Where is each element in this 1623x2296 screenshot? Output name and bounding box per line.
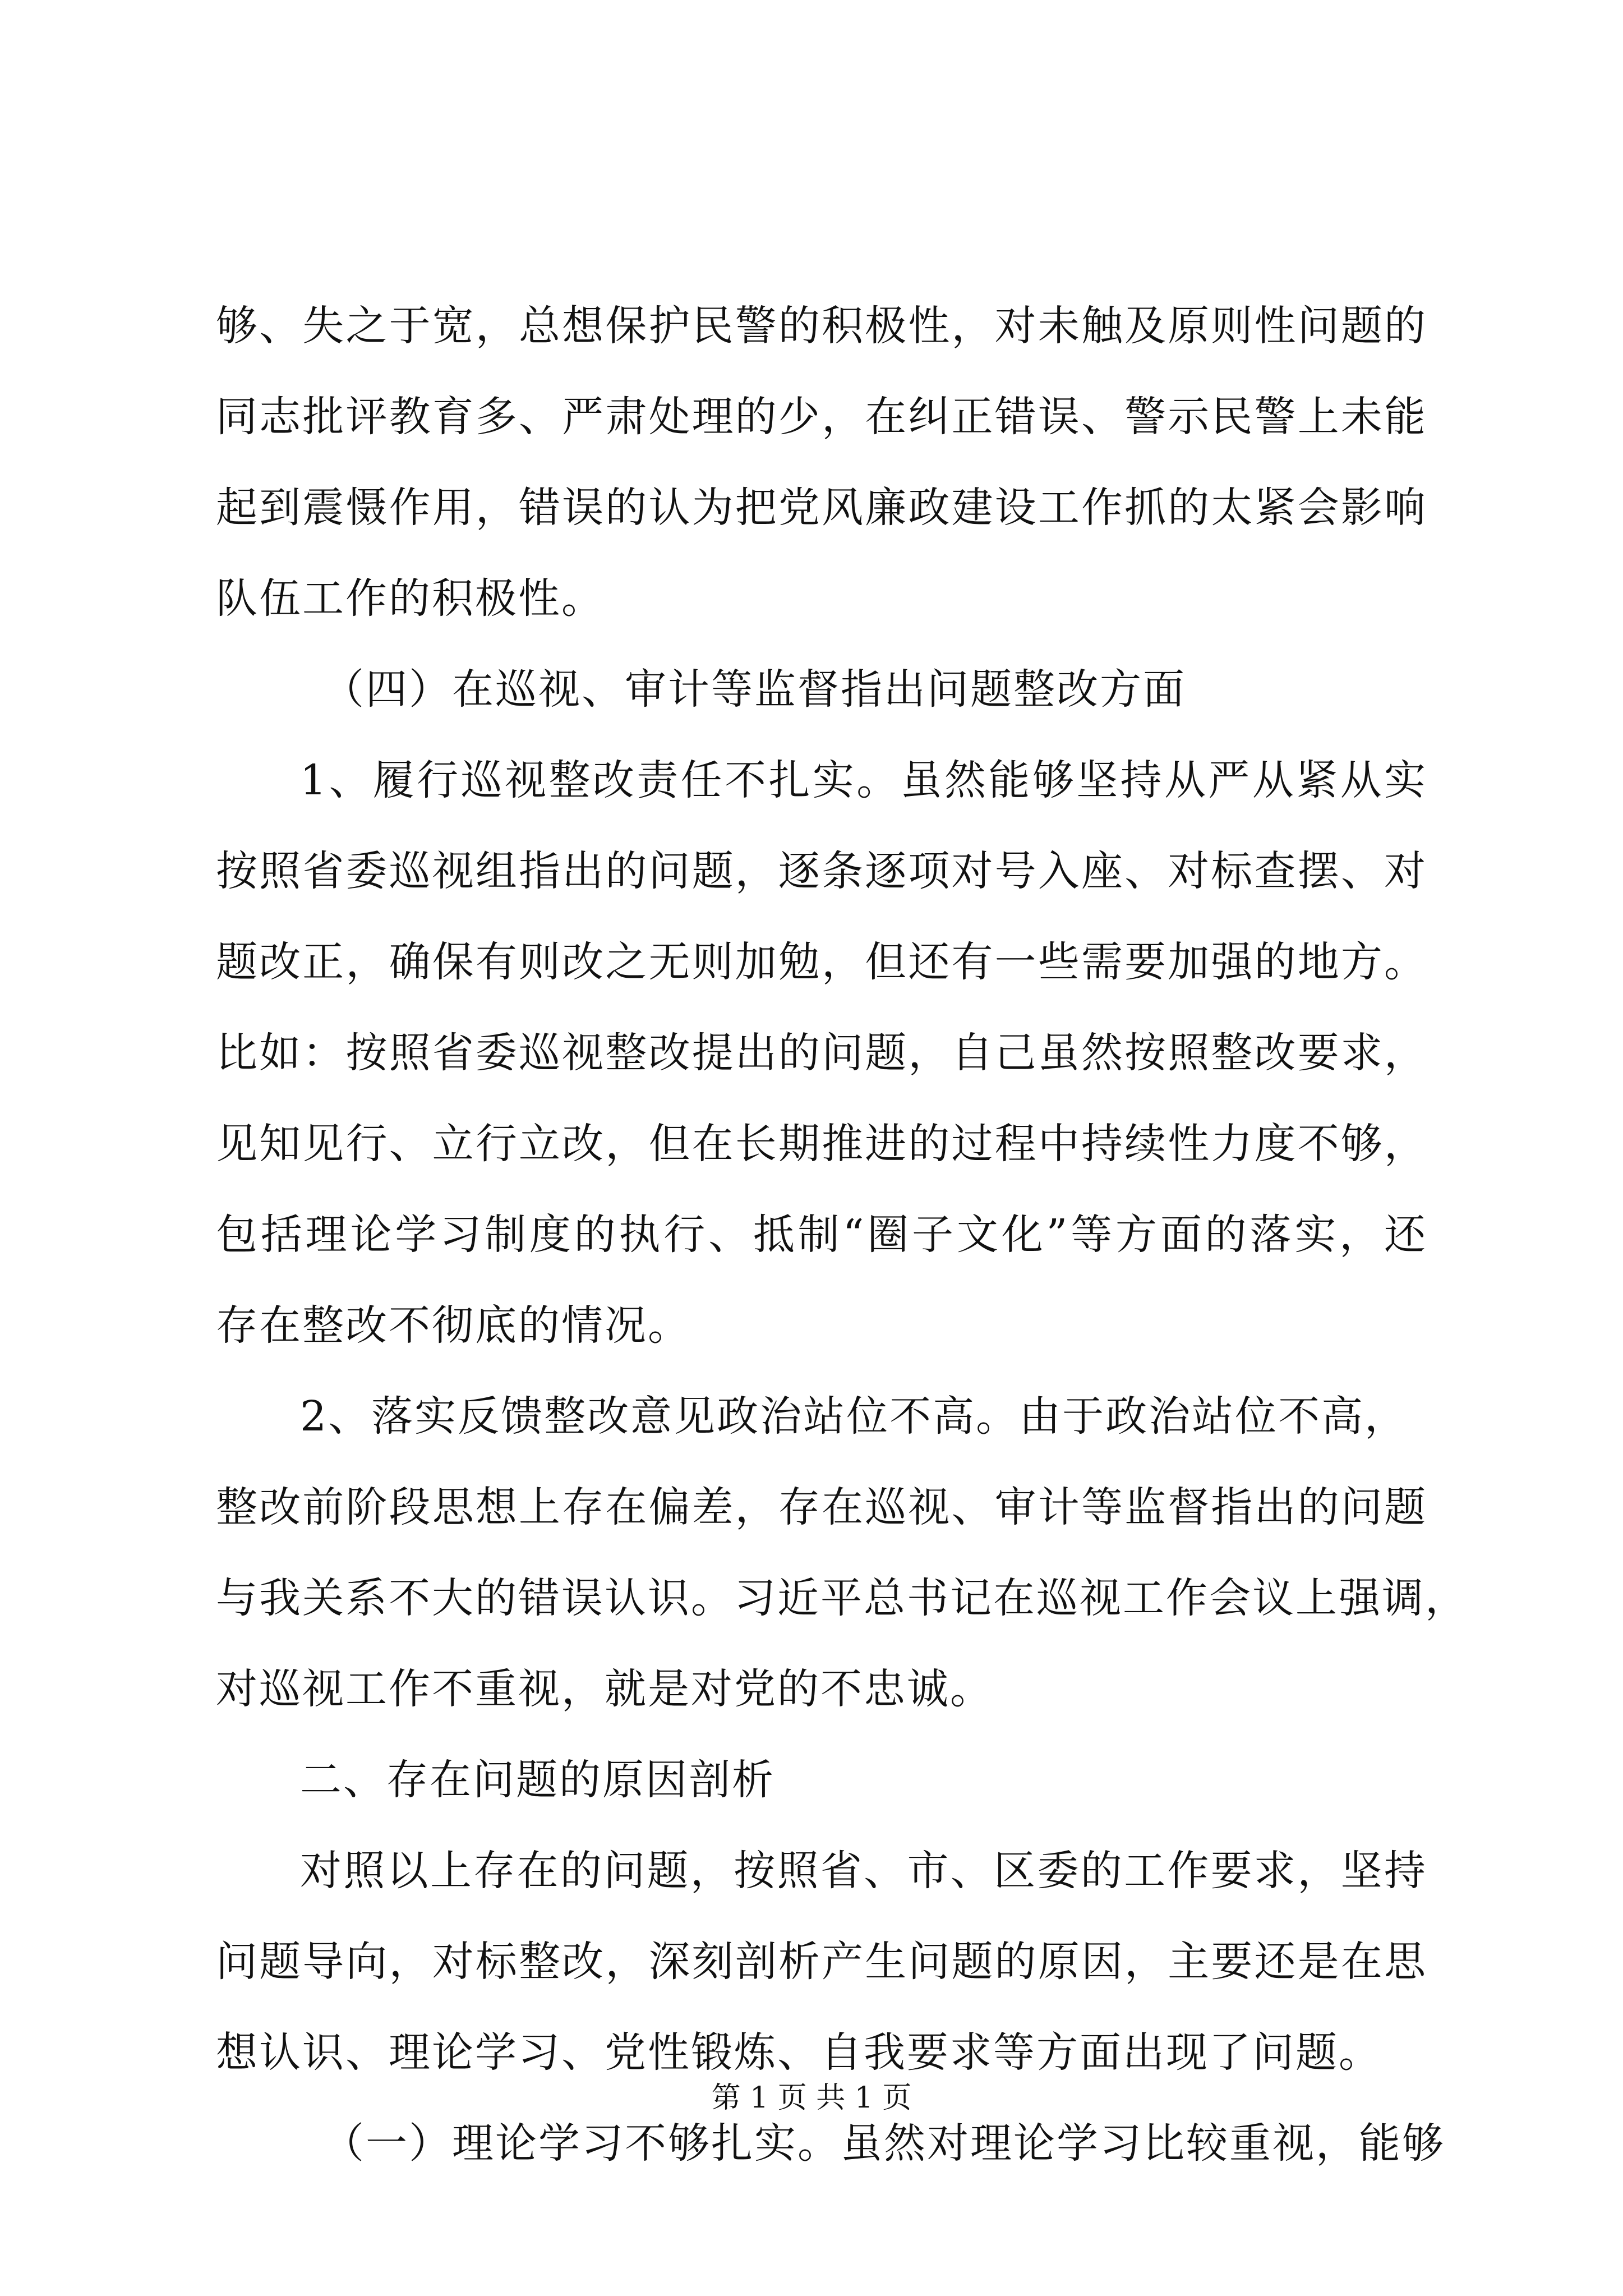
- text-line: 题改正，确保有则改之无则加勉，但还有一些需要加强的地方。: [216, 938, 1427, 986]
- text-line: 与我关系不大的错误认识。习近平总书记在巡视工作会议上强调，: [216, 1574, 1468, 1622]
- text-line: 2、落实反馈整改意见政治站位不高。由于政治站位不高，: [300, 1392, 1408, 1441]
- text-line: 1、履行巡视整改责任不扎实。虽然能够坚持从严从紧从实: [300, 756, 1427, 804]
- text-line: 存在整改不彻底的情况。: [216, 1301, 691, 1350]
- text-line: 问题导向，对标整改，深刻剖析产生问题的原因，主要还是在思: [216, 1938, 1427, 1986]
- text-line: （一）理论学习不够扎实。虽然对理论学习比较重视，能够: [322, 2119, 1445, 2168]
- text-line: 队伍工作的积极性。: [216, 574, 605, 623]
- section-heading: （四）在巡视、审计等监督指出问题整改方面: [322, 665, 1186, 714]
- text-line: 够、失之于宽，总想保护民警的积极性，对未触及原则性问题的: [216, 302, 1427, 350]
- section-heading: 二、存在问题的原因剖析: [300, 1756, 775, 1804]
- text-line: 整改前阶段思想上存在偏差，存在巡视、审计等监督指出的问题: [216, 1483, 1427, 1531]
- text-line: 比如：按照省委巡视整改提出的问题，自己虽然按照整改要求，: [216, 1029, 1427, 1077]
- text-line: 同志批评教育多、严肃处理的少，在纠正错误、警示民警上未能: [216, 393, 1427, 441]
- text-line: 按照省委巡视组指出的问题，逐条逐项对号入座、对标查摆、对: [216, 847, 1427, 895]
- text-line: 想认识、理论学习、党性锻炼、自我要求等方面出现了问题。: [216, 2028, 1382, 2077]
- page-footer: [0, 2078, 1623, 2118]
- text-line: 包括理论学习制度的执行、抵制“圈子文化”等方面的落实，还: [216, 1211, 1427, 1259]
- text-line: 见知见行、立行立改，但在长期推进的过程中持续性力度不够，: [216, 1120, 1427, 1168]
- text-line: 对巡视工作不重视，就是对党的不忠诚。: [216, 1665, 993, 1713]
- text-line: 起到震慑作用，错误的认为把党风廉政建设工作抓的太紧会影响: [216, 484, 1427, 532]
- page-number-label: 第 1 页 共 1 页: [711, 2081, 912, 2115]
- text-line: 对照以上存在的问题，按照省、市、区委的工作要求，坚持: [300, 1847, 1427, 1895]
- document-body: [216, 280, 1468, 2189]
